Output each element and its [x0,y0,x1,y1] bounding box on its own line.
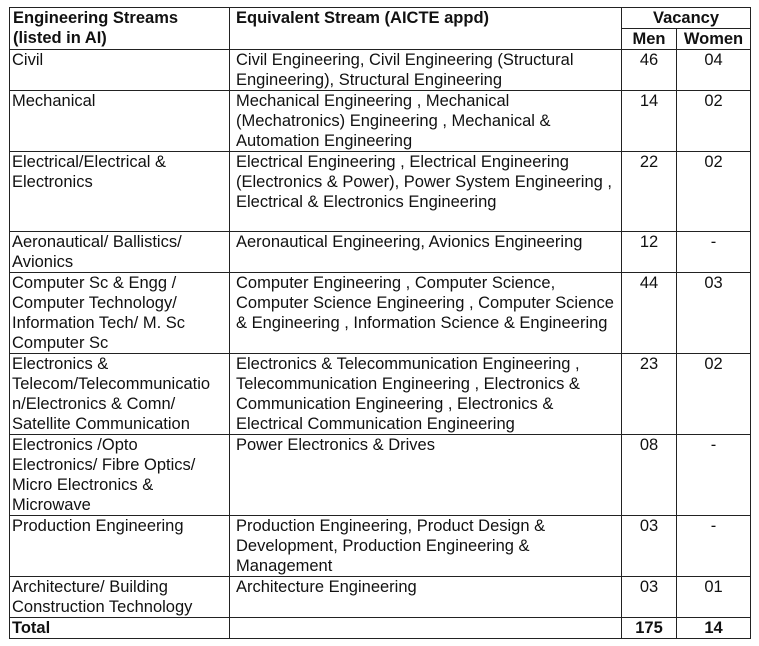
total-empty-cell [230,618,622,639]
header-men: Men [622,29,677,50]
men-cell: 23 [622,354,677,435]
stream-cell: Aeronautical/ Ballistics/ Avionics [10,232,230,273]
equivalent-cell: Aeronautical Engineering, Avionics Engineering [230,232,622,273]
men-cell: 03 [622,577,677,618]
men-cell: 12 [622,232,677,273]
table-row [10,516,751,577]
equivalent-cell: Architecture Engineering [230,577,622,618]
women-cell: 01 [677,577,751,618]
equivalent-cell: Civil Engineering, Civil Engineering (Structural Engineering), Structural Engineering [230,50,622,91]
header-equivalent-stream: Equivalent Stream (AICTE appd) [230,8,622,50]
men-cell: 46 [622,50,677,91]
table-row [10,91,751,152]
table-row [10,232,751,273]
header-engineering-streams: Engineering Streams (listed in AI) [10,8,230,50]
stream-cell: Mechanical [10,91,230,152]
equivalent-cell: Computer Engineering , Computer Science, Computer Science Engineering , Computer Science & Engineering , Information Science & Engineering [230,273,622,354]
equivalent-cell: Production Engineering, Product Design & Development, Production Engineering & Management [230,516,622,577]
stream-cell: Electronics & Telecom/Telecommunicatio n/Electronics & Comn/ Satellite Communication [10,354,230,435]
vacancy-table-container [9,7,751,639]
total-label: Total [10,618,230,639]
table-row [10,273,751,354]
women-cell: 02 [677,91,751,152]
women-cell: - [677,516,751,577]
women-cell: - [677,435,751,516]
header-women: Women [677,29,751,50]
men-cell: 44 [622,273,677,354]
stream-cell: Production Engineering [10,516,230,577]
total-women: 14 [677,618,751,639]
stream-cell: Architecture/ Building Construction Technology [10,577,230,618]
table-row [10,354,751,435]
men-cell: 03 [622,516,677,577]
table-row [10,577,751,618]
equivalent-cell: Electronics & Telecommunication Engineering , Telecommunication Engineering , Electronics & Communication Engineering , Electronics & Electrical Communication Engineering [230,354,622,435]
stream-cell: Civil [10,50,230,91]
table-row [10,152,751,232]
equivalent-cell: Mechanical Engineering , Mechanical (Mechatronics) Engineering , Mechanical & Automation Engineering [230,91,622,152]
total-row [10,618,751,639]
men-cell: 08 [622,435,677,516]
women-cell: - [677,232,751,273]
stream-cell: Computer Sc & Engg / Computer Technology/ Information Tech/ M. Sc Computer Sc [10,273,230,354]
men-cell: 14 [622,91,677,152]
header-vacancy: Vacancy [622,8,751,29]
women-cell: 02 [677,354,751,435]
women-cell: 02 [677,152,751,232]
stream-cell: Electronics /Opto Electronics/ Fibre Optics/ Micro Electronics & Microwave [10,435,230,516]
table-row [10,435,751,516]
equivalent-cell: Electrical Engineering , Electrical Engineering (Electronics & Power), Power System Engineering , Electrical & Electronics Engineering [230,152,622,232]
women-cell: 04 [677,50,751,91]
total-men: 175 [622,618,677,639]
stream-cell: Electrical/Electrical & Electronics [10,152,230,232]
vacancy-table [9,7,751,639]
men-cell: 22 [622,152,677,232]
table-row [10,50,751,91]
women-cell: 03 [677,273,751,354]
equivalent-cell: Power Electronics & Drives [230,435,622,516]
